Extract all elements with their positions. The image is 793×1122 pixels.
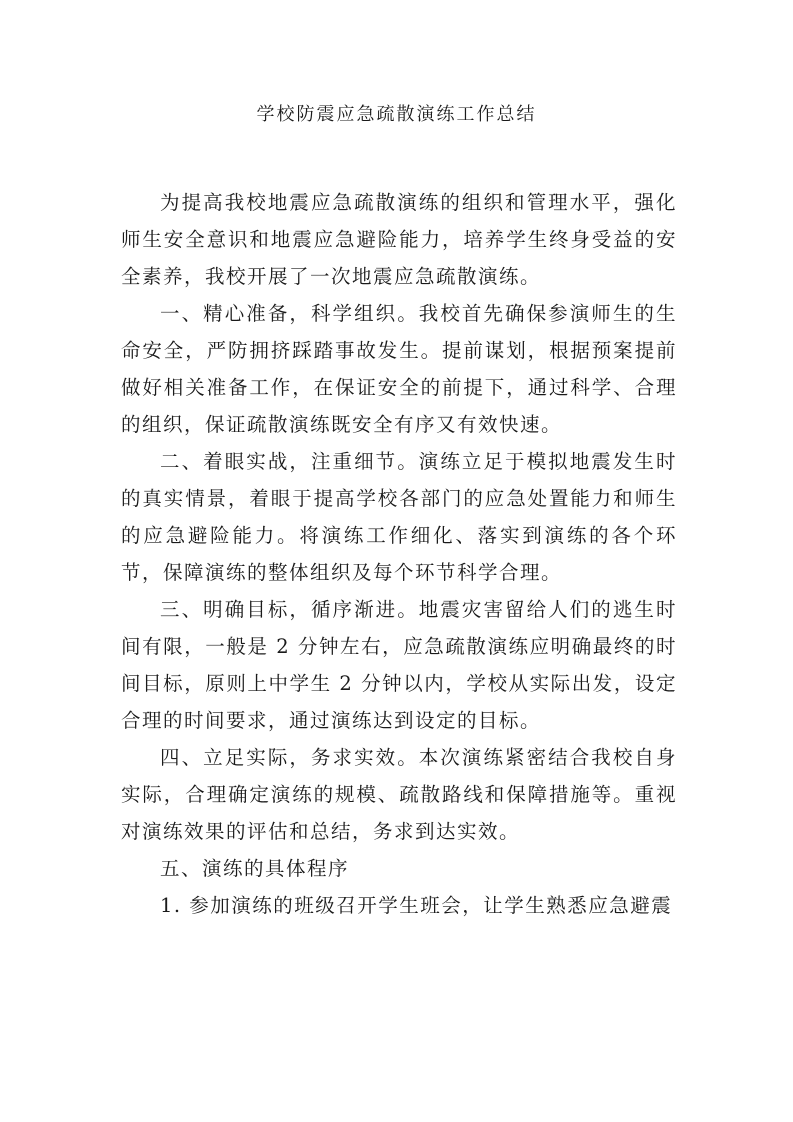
paragraph-intro: 为提高我校地震应急疏散演练的组织和管理水平，强化师生安全意识和地震应急避险能力，培养学生终身受益的安全素养，我校开展了一次地震应急疏散演练。 [121,191,677,288]
paragraph-section-1: 一、精心准备，科学组织。我校首先确保参演师生的生命安全，严防拥挤踩踏事故发生。提前谋划，根据预案提前做好相关准备工作，在保证安全的前提下，通过科学、合理的组织，保证疏散演练既安全有序又有效快速。 [121,302,677,436]
paragraph-section-2: 二、着眼实战，注重细节。演练立足于模拟地震发生时的真实情景，着眼于提高学校各部门的应急处置能力和师生的应急避险能力。将演练工作细化、落实到演练的各个环节，保障演练的整体组织及每个环节科学合理。 [121,450,677,584]
paragraph-section-5-heading: 五、演练的具体程序 [160,857,350,880]
paragraph-section-3: 三、明确目标，循序渐进。地震灾害留给人们的逃生时间有限，一般是 2 分钟左右，应急疏散演练应明确最终的时间目标，原则上中学生 2 分钟以内，学校从实际出发，设定合理的时间要求，通过演练达到设定的目标。 [121,598,677,732]
paragraph-section-4: 四、立足实际，务求实效。本次演练紧密结合我校自身实际，合理确定演练的规模、疏散路线和保障措施等。重视对演练效果的评估和总结，务求到达实效。 [121,746,677,843]
document-body [121,184,677,924]
paragraph-step-1: 1. 参加演练的班级召开学生班会，让学生熟悉应急避震 [160,894,673,917]
document-title: 学校防震应急疏散演练工作总结 [256,104,537,125]
